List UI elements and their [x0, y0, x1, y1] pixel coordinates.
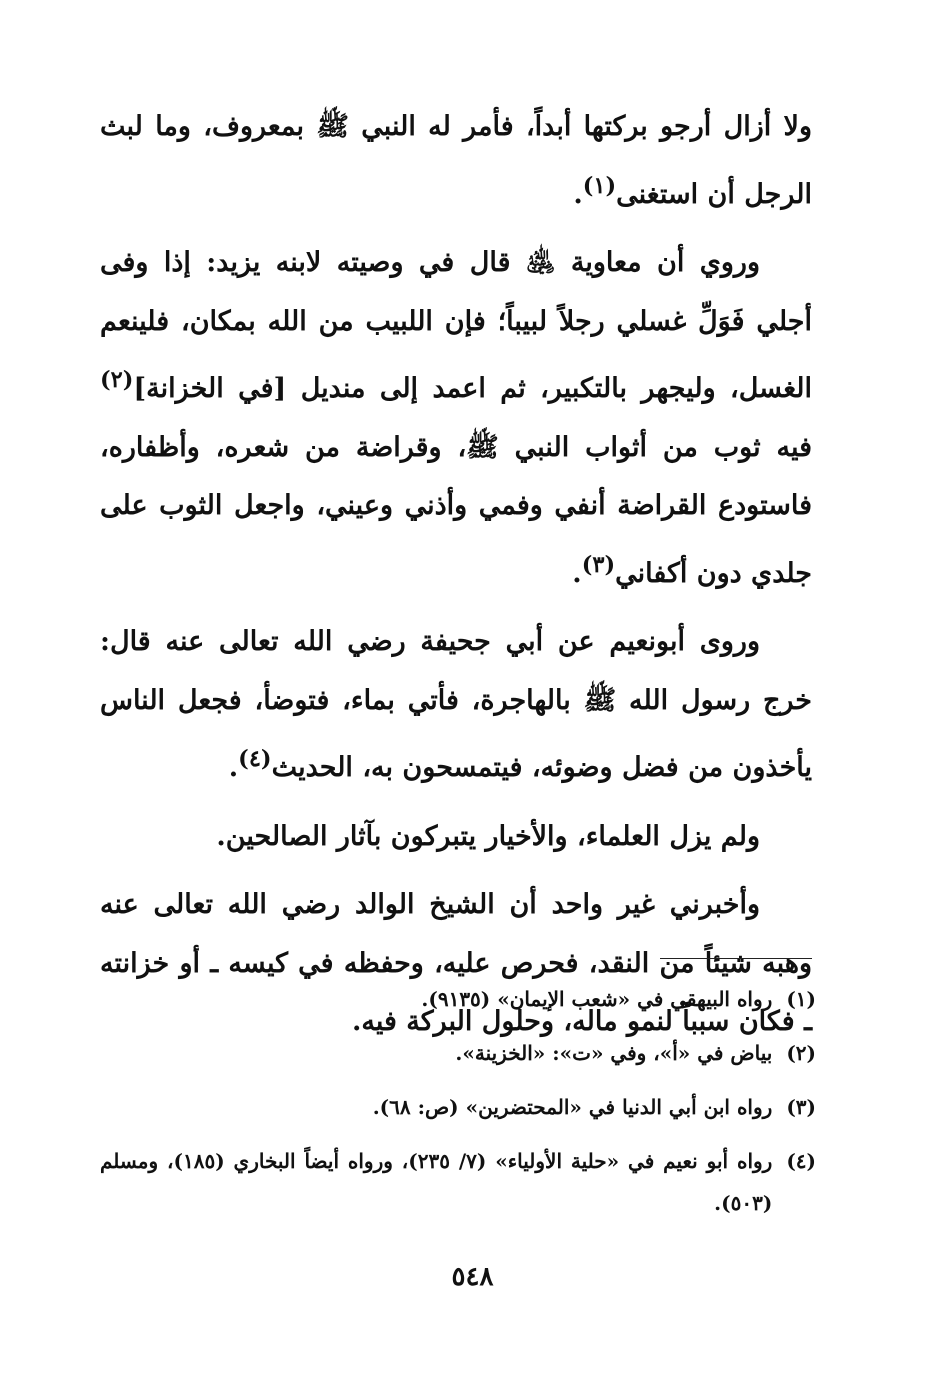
paragraph-4 — [100, 808, 812, 867]
footnote-divider — [660, 958, 812, 959]
footnote-text: رواه البيهقي في «شعب الإيمان» (٩١٣٥). — [421, 987, 773, 1011]
page-number: ٥٤٨ — [451, 1262, 494, 1292]
footnote-text: بياض في «أ»، وفي «ت»: «الخزينة». — [455, 1041, 773, 1065]
main-text — [100, 98, 812, 1062]
footnote-text: رواه ابن أبي الدنيا في «المحتضرين» (ص: ٦٨). — [372, 1095, 773, 1119]
paragraph-2: وروي أن معاوية ﵁ قال في وصيته لابنه يزيد: إذا وفى أجلي فَوَلِّ غسلي رجلاً لبيباً؛ فإن اللبيب من الله بمكان، فلينعم الغسل، وليجهر بالتكبير، ثم اعمد إلى منديل [في الخزانة]$^{(٢)}$ فيه ثوب من أثواب النبي ﷺ، وقراضة من شعره، وأظفاره، فاستودع القراضة أنفي وفمي وأذني وعيني، واجعل الثوب على جلدي دون أكفاني$^{(٣)}$. — [100, 247, 812, 589]
footnote-ref: (٣) — [581, 551, 616, 578]
footnote-3 — [100, 1086, 816, 1128]
footnote-number: (١) — [786, 987, 816, 1011]
paragraph-text: ولم يزل العلماء، والأخيار يتبركون بآثار الصالحين. — [216, 820, 760, 852]
footnote-number: (٢) — [786, 1041, 816, 1065]
footnote-number: (٣) — [786, 1095, 816, 1119]
paragraph-text: ولا أزال أرجو بركتها أبداً، فأمر له النبي ﷺ بمعروف، وما لبث الرجل أن استغنى — [100, 111, 812, 210]
paragraph-text: وأخبرني غير واحد أن الشيخ الوالد رضي الله تعالى عنه وهبه شيئاً من النقد، فحرص عليه، وحفظه في كيسه ـ أو خزانته ـ فكان سبباً لنمو ماله، وحلول البركة فيه. — [100, 889, 812, 1037]
footnotes — [100, 978, 816, 1236]
footnote-ref: (١) — [582, 172, 617, 199]
footnote-ref: (٤) — [238, 746, 272, 772]
footnote-ref: (٢) — [100, 367, 134, 393]
paragraph-3: وروى أبونعيم عن أبي جحيفة رضي الله تعالى عنه قال: خرج رسول الله ﷺ بالهاجرة، فأتي بماء، فتوضأ، فجعل الناس يأخذون من فضل وضوئه، فيتمسحون به، الحديث$^{(٤)}$. — [100, 626, 812, 783]
paragraph-text: فيه ثوب من أثواب النبي ﷺ، وقراضة من شعره، وأظفاره، فاستودع القراضة أنفي وفمي وأذني وعيني، واجعل الثوب على جلدي دون أكفاني — [100, 431, 812, 589]
footnote-text: رواه أبو نعيم في «حلية الأولياء» (٧/ ٢٣٥)، ورواه أيضاً البخاري (١٨٥)، ومسلم (٥٠٣). — [100, 1149, 773, 1215]
footnote-1 — [100, 978, 816, 1020]
paragraph-1: ولا أزال أرجو بركتها أبداً، فأمر له النبي ﷺ بمعروف، وما لبث الرجل أن استغنى$^{(١)}$. — [100, 111, 812, 210]
paragraph-text: وروى أبونعيم عن أبي جحيفة رضي الله تعالى عنه قال: خرج رسول الله ﷺ بالهاجرة، فأتي بماء، فتوضأ، فجعل الناس يأخذون من فضل وضوئه، فيتمسحون به، الحديث — [100, 626, 812, 783]
footnote-2 — [100, 1032, 816, 1074]
paragraph-text: وروي أن معاوية ﵁ قال في وصيته لابنه يزيد: إذا وفى أجلي فَوَلِّ غسلي رجلاً لبيباً؛ فإن اللبيب من الله بمكان، فلينعم الغسل، وليجهر بالتكبير، ثم اعمد إلى منديل [في الخزانة] — [100, 247, 812, 404]
footnote-4 — [100, 1140, 816, 1224]
footnote-number: (٤) — [786, 1149, 816, 1173]
